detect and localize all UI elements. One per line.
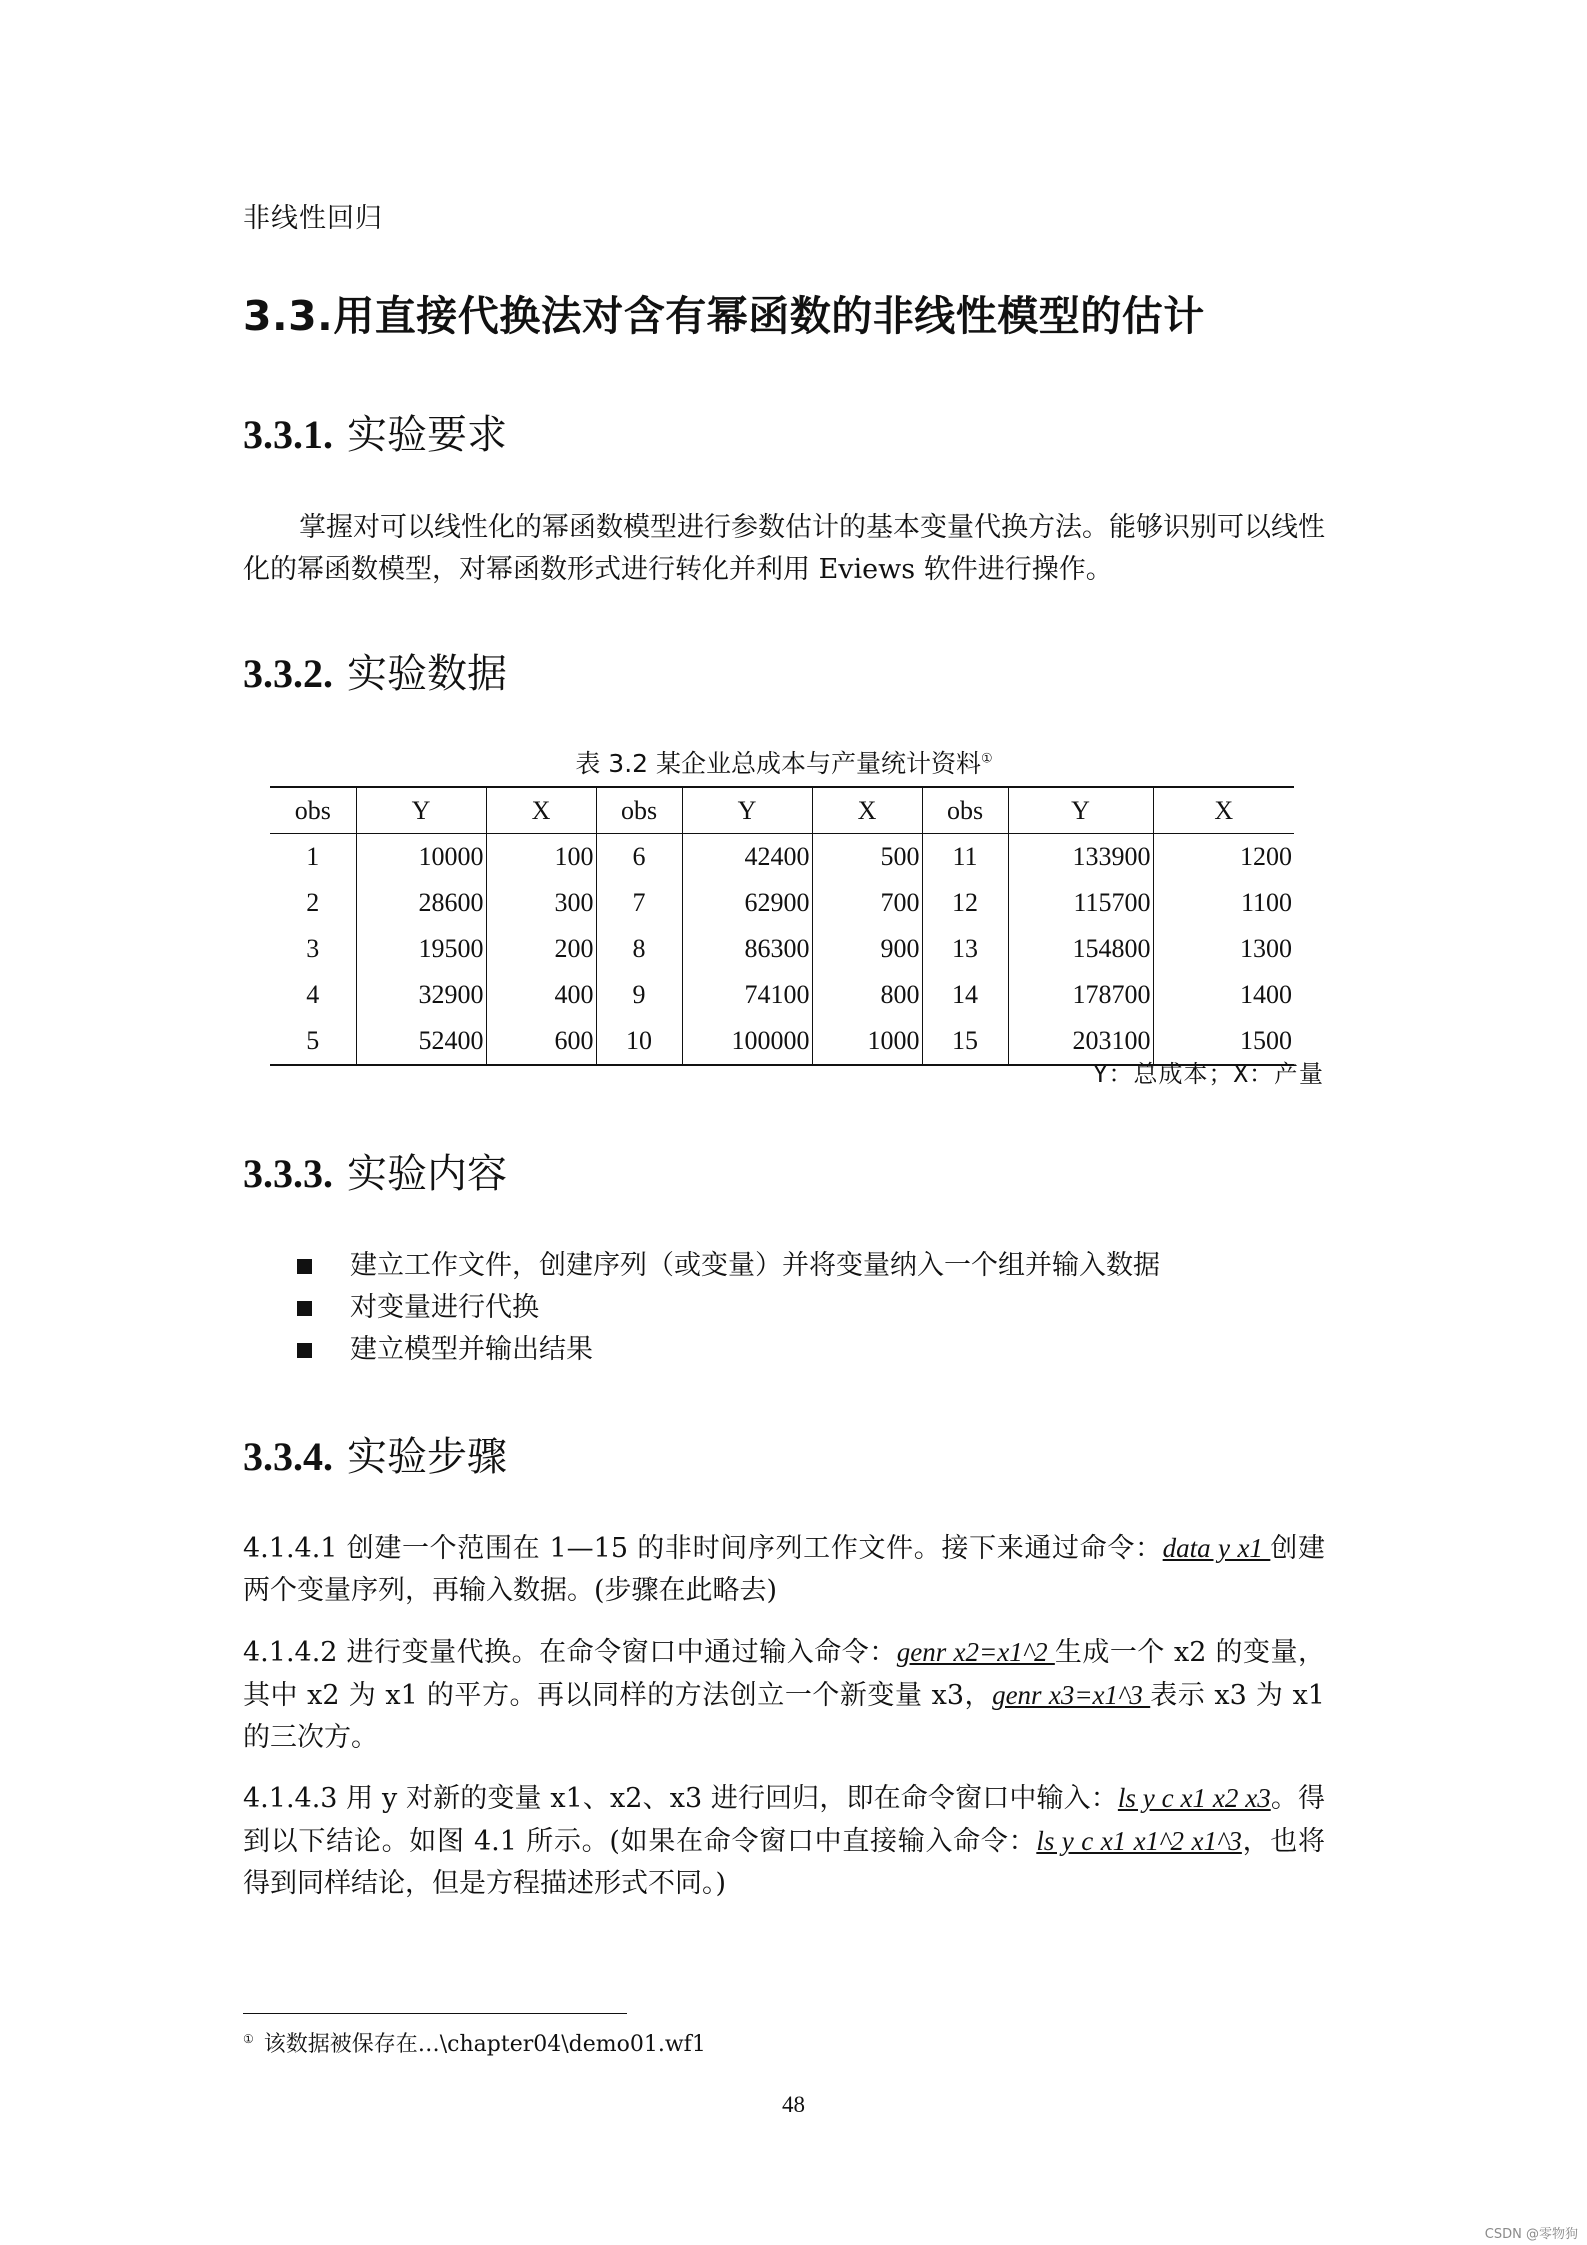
command-text: genr x3=x1^3 — [992, 1680, 1151, 1710]
subsection-number: 3.3.2. — [243, 651, 333, 696]
table-cell: 700 — [812, 880, 922, 926]
table-caption — [243, 744, 1325, 780]
watermark: CSDN @零物狗 — [1484, 2227, 1578, 2242]
column-header: obs — [270, 787, 356, 834]
table-note: Y：总成本；X：产量 — [1093, 1060, 1324, 1088]
table-cell: 8 — [596, 926, 682, 972]
table-cell: 1300 — [1240, 934, 1292, 963]
column-header: Y — [1008, 787, 1153, 834]
column-header: X — [486, 787, 596, 834]
table-cell: 52400 — [356, 1018, 486, 1065]
table-cell: 4 — [270, 972, 356, 1018]
table-cell: 133900 — [1008, 834, 1153, 881]
requirements-paragraph: 掌握对可以线性化的幂函数模型进行参数估计的基本变量代换方法。能够识别可以线性化的幂函数模型，对幂函数形式进行转化并利用 Eviews 软件进行操作。 — [243, 512, 1325, 585]
bullet-square-icon — [297, 1259, 312, 1274]
subsection-heading-data — [243, 642, 507, 699]
step-text: 生成一个 x2 的变量，其中 x2 为 x1 的平方。再以同样的方法创立一个新变量 x3， — [243, 1637, 1325, 1711]
command-text: ls y c x1 x1^2 x1^3 — [1036, 1826, 1242, 1856]
step-text: 4.1.4.2 进行变量代换。在命令窗口中通过输入命令： — [243, 1637, 897, 1668]
running-header: 非线性回归 — [243, 203, 383, 234]
subsection-heading-requirements — [243, 403, 507, 460]
table-cell: 5 — [270, 1018, 356, 1065]
step-text: 。得到以下结论。如图 4.1 所示。(如果在命令窗口中直接输入命令： — [243, 1783, 1326, 1857]
table-cell: 178700 — [1008, 972, 1153, 1018]
subsection-title: 实验内容 — [347, 1151, 507, 1197]
table-cell: 500 — [812, 834, 922, 881]
table-cell: 1200 — [1240, 842, 1292, 871]
table-cell: 74100 — [682, 972, 812, 1018]
step-paragraph-2 — [243, 1631, 1325, 1759]
command-text: data y x1 — [1162, 1533, 1271, 1563]
table-cell: 100 — [486, 834, 596, 881]
table-cell: 400 — [486, 972, 596, 1018]
table-cell: 10 — [596, 1018, 682, 1065]
table-cell: 7 — [596, 880, 682, 926]
table-cell: 86300 — [682, 926, 812, 972]
step-text: 表示 x3 为 x1 的三次方。 — [243, 1680, 1325, 1753]
step-paragraph-3 — [243, 1777, 1325, 1905]
list-item-text: 建立模型并输出结果 — [350, 1334, 593, 1365]
list-item-text: 对变量进行代换 — [350, 1292, 539, 1323]
table-cell: 14 — [922, 972, 1008, 1018]
subsection-title: 实验步骤 — [347, 1434, 507, 1480]
subsection-heading-steps — [243, 1425, 507, 1482]
list-item — [297, 1245, 1160, 1287]
command-text: genr x2=x1^2 — [896, 1637, 1055, 1667]
footnote — [243, 2027, 706, 2058]
step-text: 4.1.4.1 创建一个范围在 1—15 的非时间序列工作文件。接下来通过命令： — [243, 1533, 1163, 1564]
table-cell: 900 — [812, 926, 922, 972]
table-row — [270, 972, 1294, 1018]
subsection-heading-contents — [243, 1142, 507, 1199]
table-cell: 12 — [922, 880, 1008, 926]
table-cell: 19500 — [356, 926, 486, 972]
table-caption-text: 表 3.2 某企业总成本与产量统计资料 — [575, 749, 981, 778]
table-cell: 100000 — [682, 1018, 812, 1065]
subsection-number: 3.3.4. — [243, 1434, 333, 1479]
table-cell: 6 — [596, 834, 682, 881]
table-cell: 300 — [486, 880, 596, 926]
table-cell: 10000 — [356, 834, 486, 881]
table-cell: 600 — [486, 1018, 596, 1065]
page-number: 48 — [782, 2092, 805, 2117]
bullet-square-icon — [297, 1343, 312, 1358]
table-cell: 154800 — [1008, 926, 1153, 972]
contents-list — [297, 1245, 1160, 1371]
subsection-number: 3.3.3. — [243, 1151, 333, 1196]
table-cell: 115700 — [1008, 880, 1153, 926]
footnote-mark: ① — [243, 2031, 254, 2046]
column-header: Y — [356, 787, 486, 834]
list-item — [297, 1287, 1160, 1329]
table-cell: 28600 — [356, 880, 486, 926]
table-cell: 1400 — [1240, 980, 1292, 1009]
table-cell: 200 — [486, 926, 596, 972]
column-header: X — [812, 787, 922, 834]
command-text: ls y c x1 x2 x3 — [1117, 1783, 1271, 1813]
footnote-text: 该数据被保存在…\chapter04\demo01.wf1 — [263, 2032, 706, 2057]
footnote-reference-mark: ① — [981, 751, 993, 767]
data-table — [270, 786, 1294, 1066]
column-header: X — [1153, 787, 1294, 834]
table-cell: 3 — [270, 926, 356, 972]
step-text: 4.1.4.3 用 y 对新的变量 x1、x2、x3 进行回归，即在命令窗口中输入： — [243, 1783, 1118, 1814]
table-cell: 9 — [596, 972, 682, 1018]
table-cell: 62900 — [682, 880, 812, 926]
table-row — [270, 926, 1294, 972]
table-cell: 15 — [922, 1018, 1008, 1065]
column-header: obs — [922, 787, 1008, 834]
table-cell: 800 — [812, 972, 922, 1018]
subsection-number: 3.3.1. — [243, 412, 333, 457]
list-item-text: 建立工作文件，创建序列（或变量）并将变量纳入一个组并输入数据 — [350, 1250, 1160, 1281]
table-cell: 1500 — [1153, 1018, 1294, 1065]
table-cell: 203100 — [1008, 1018, 1153, 1065]
column-header: Y — [682, 787, 812, 834]
footnote-divider — [243, 2013, 627, 2014]
table-cell: 13 — [922, 926, 1008, 972]
column-header: obs — [596, 787, 682, 834]
step-text: 创建两个变量序列，再输入数据。(步骤在此略去) — [243, 1533, 1325, 1606]
table-cell: 42400 — [682, 834, 812, 881]
table-cell: 1 — [270, 834, 356, 881]
step-text: ，也将得到同样结论，但是方程描述形式不同。) — [243, 1826, 1325, 1899]
section-title: 3.3.用直接代换法对含有幂函数的非线性模型的估计 — [243, 292, 1205, 340]
table-cell: 32900 — [356, 972, 486, 1018]
subsection-title: 实验数据 — [347, 651, 507, 697]
table-row — [270, 834, 1294, 881]
table-cell: 2 — [270, 880, 356, 926]
table-cell: 1000 — [812, 1018, 922, 1065]
table-cell: 11 — [922, 834, 1008, 881]
step-paragraph-1 — [243, 1527, 1325, 1612]
subsection-title: 实验要求 — [347, 412, 507, 458]
bullet-square-icon — [297, 1301, 312, 1316]
list-item — [297, 1329, 1160, 1371]
table-header-row — [270, 787, 1294, 834]
table-cell: 1100 — [1240, 888, 1292, 917]
table-row — [270, 880, 1294, 926]
